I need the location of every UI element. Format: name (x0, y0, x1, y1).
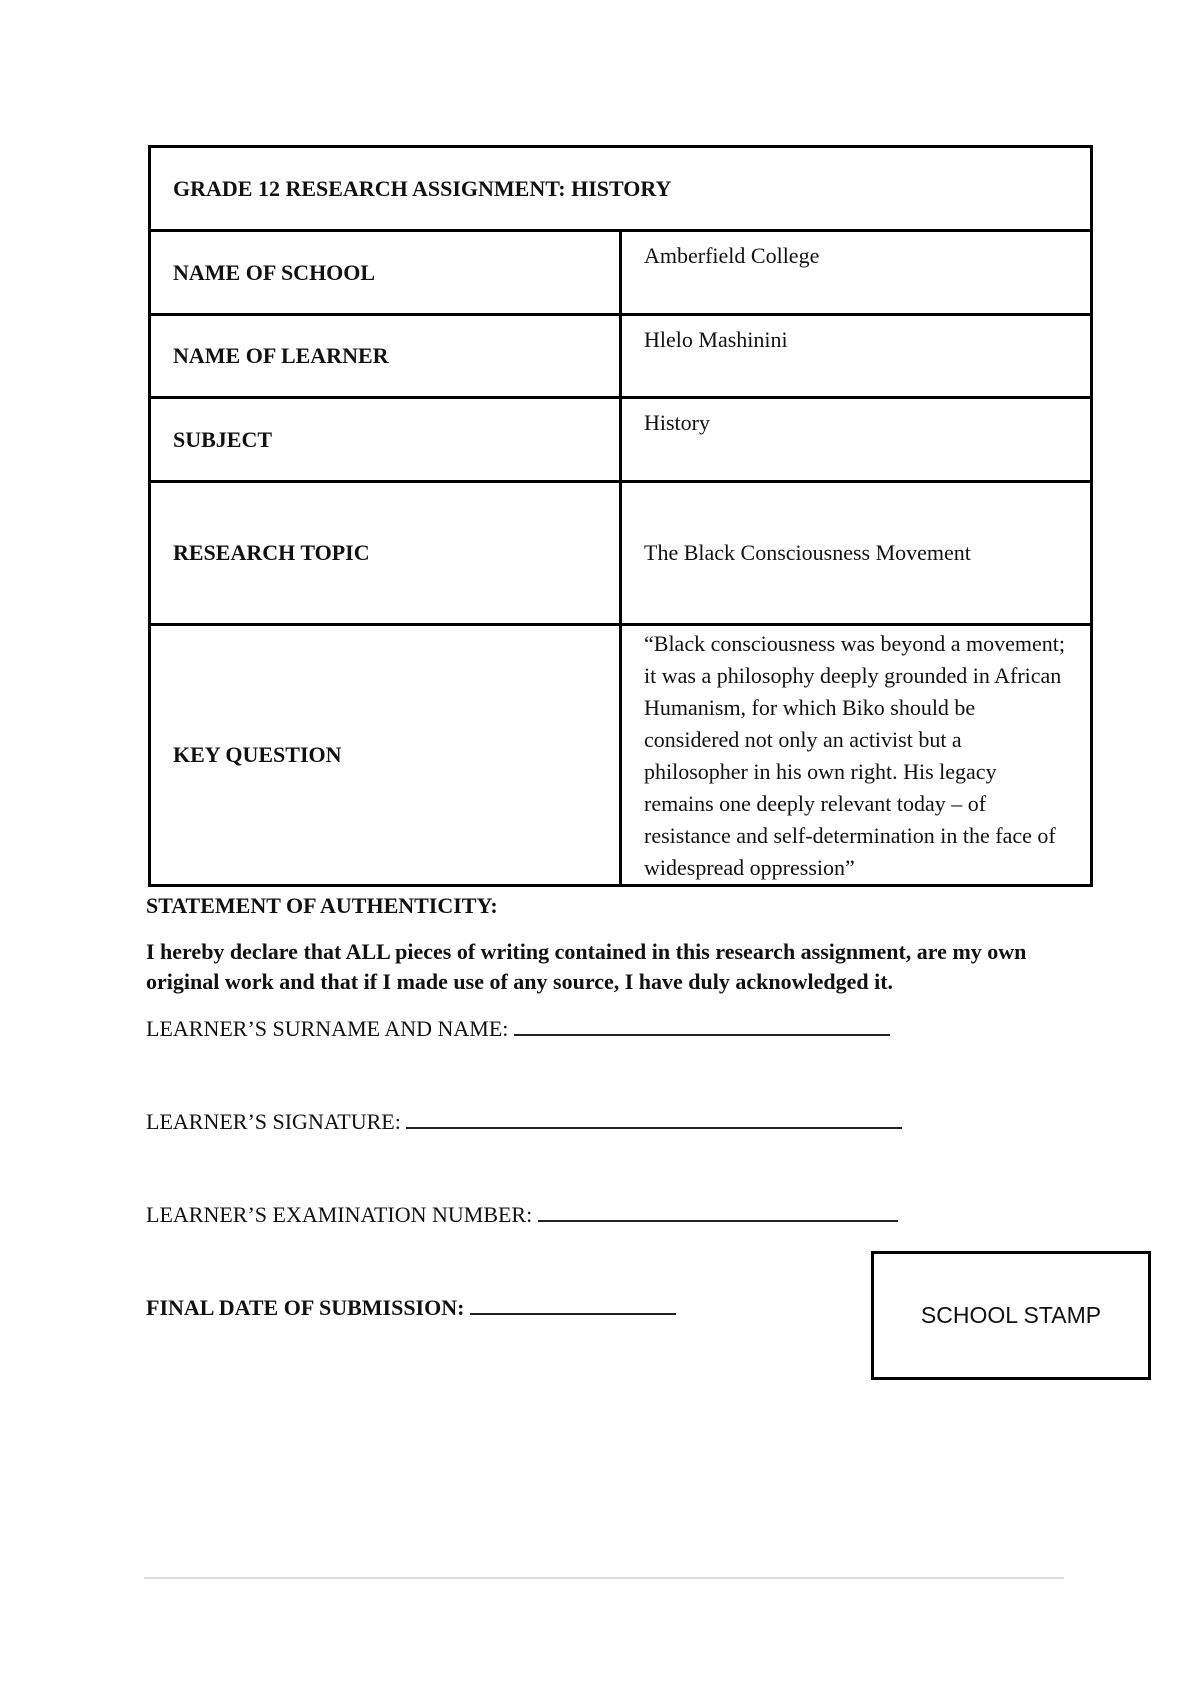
school-label: NAME OF SCHOOL (150, 231, 621, 315)
key-question-label: KEY QUESTION (150, 625, 621, 886)
subject-label: SUBJECT (150, 398, 621, 482)
table-heading: GRADE 12 RESEARCH ASSIGNMENT: HISTORY (150, 147, 1092, 231)
surname-name-blank (514, 1016, 890, 1036)
research-topic-value: The Black Consciousness Movement (621, 482, 1092, 625)
footer-divider (144, 1577, 1064, 1579)
exam-number-label: LEARNER’S EXAMINATION NUMBER: (146, 1202, 533, 1227)
surname-name-field (146, 1016, 890, 1042)
school-value: Amberfield College (621, 231, 1092, 315)
key-question-value: “Black consciousness was beyond a movement; it was a philosophy deeply grounded in African Humanism, for which Biko should be considered not only an activist but a philosopher in his own right. His legacy remains one deeply relevant today – of resistance and self-determination in the face of widespread oppression” (621, 625, 1092, 886)
exam-number-field (146, 1202, 898, 1228)
signature-blank (406, 1109, 902, 1129)
surname-name-label: LEARNER’S SURNAME AND NAME: (146, 1016, 509, 1041)
assignment-info-table (148, 145, 1093, 887)
school-stamp-box (871, 1251, 1151, 1380)
signature-field (146, 1109, 902, 1135)
school-stamp-label: SCHOOL STAMP (920, 1302, 1102, 1328)
submission-date-label: FINAL DATE OF SUBMISSION: (146, 1295, 465, 1320)
research-topic-label: RESEARCH TOPIC (150, 482, 621, 625)
learner-name-label: NAME OF LEARNER (150, 315, 621, 398)
subject-value: History (621, 398, 1092, 482)
submission-date-field (146, 1295, 676, 1321)
authenticity-declaration: I hereby declare that ALL pieces of writing contained in this research assignment, are my own original work and that if I made use of any source, I have duly acknowledged it. (146, 939, 1027, 994)
exam-number-blank (538, 1202, 898, 1222)
submission-date-blank (470, 1295, 676, 1315)
authenticity-title: STATEMENT OF AUTHENTICITY: (146, 893, 498, 918)
signature-label: LEARNER’S SIGNATURE: (146, 1109, 401, 1134)
learner-name-value: Hlelo Mashinini (621, 315, 1092, 398)
